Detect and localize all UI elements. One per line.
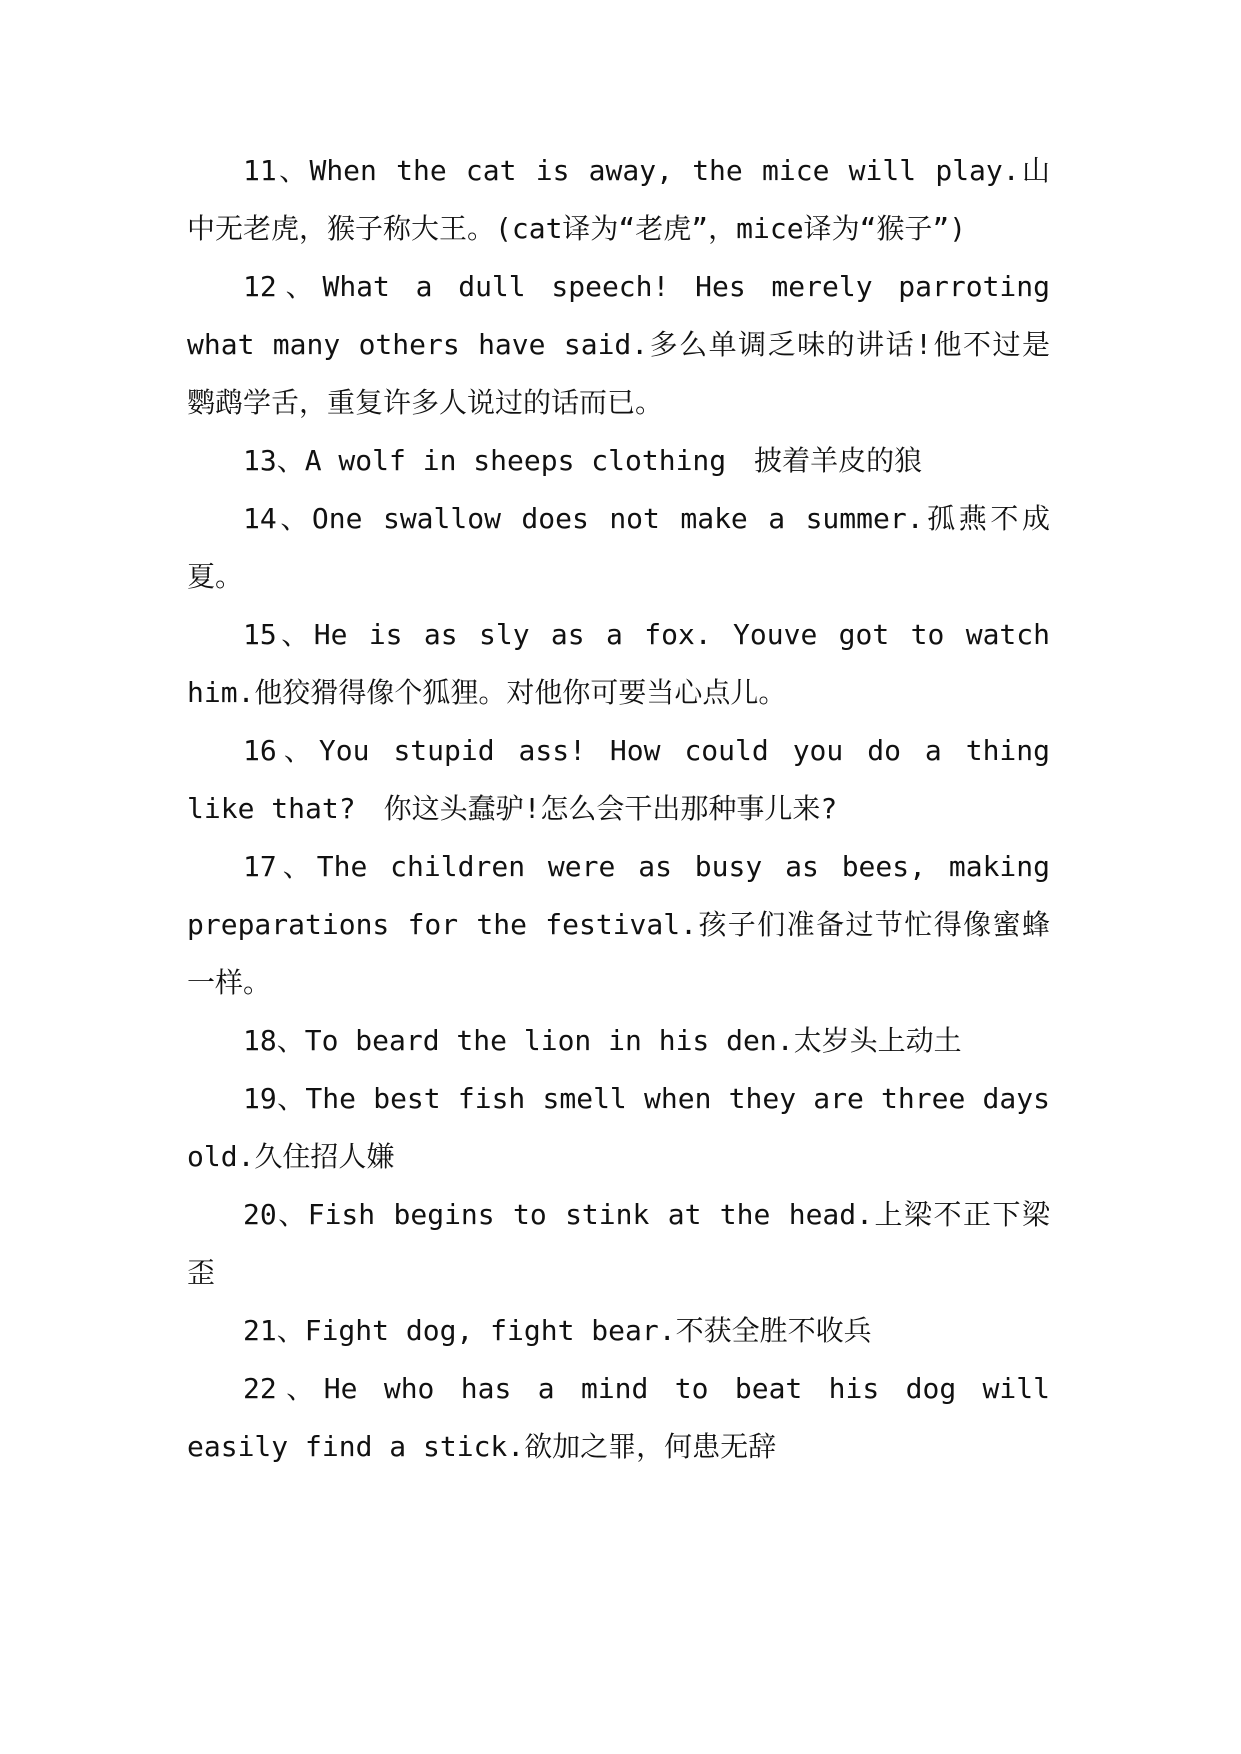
proverb-19: 19、The best fish smell when they are three days old.久住招人嫌 (187, 1082, 1050, 1173)
proverb-13: 13、A wolf in sheeps clothing 披着羊皮的狼 (243, 444, 923, 477)
proverb-18: 18、To beard the lion in his den.太岁头上动土 (243, 1024, 962, 1057)
proverb-22: 22、He who has a mind to beat his dog will easily find a stick.欲加之罪，何患无辞 (187, 1372, 1050, 1463)
proverb-21: 21、Fight dog, fight bear.不获全胜不收兵 (243, 1314, 872, 1347)
proverb-14: 14、One swallow does not make a summer.孤燕不成夏。 (187, 502, 1050, 593)
document-body (187, 142, 1050, 1476)
proverb-15: 15、He is as sly as a fox. Youve got to watch him.他狡猾得像个狐狸。对他你可要当心点儿。 (187, 618, 1050, 709)
proverb-17: 17、The children were as busy as bees, making preparations for the festival.孩子们准备过节忙得像蜜蜂一样。 (187, 850, 1050, 999)
proverb-20: 20、Fish begins to stink at the head.上梁不正下梁歪 (187, 1198, 1050, 1289)
proverb-11: 11、When the cat is away, the mice will play.山中无老虎，猴子称大王。(cat译为“老虎”，mice译为“猴子”) (187, 154, 1050, 245)
proverb-12: 12、What a dull speech! Hes merely parroting what many others have said.多么单调乏味的讲话!他不过是鹦鹉学舌，重复许多人说过的话而已。 (187, 270, 1050, 419)
proverb-16: 16、You stupid ass! How could you do a thing like that? 你这头蠢驴!怎么会干出那种事儿来? (187, 734, 1050, 825)
